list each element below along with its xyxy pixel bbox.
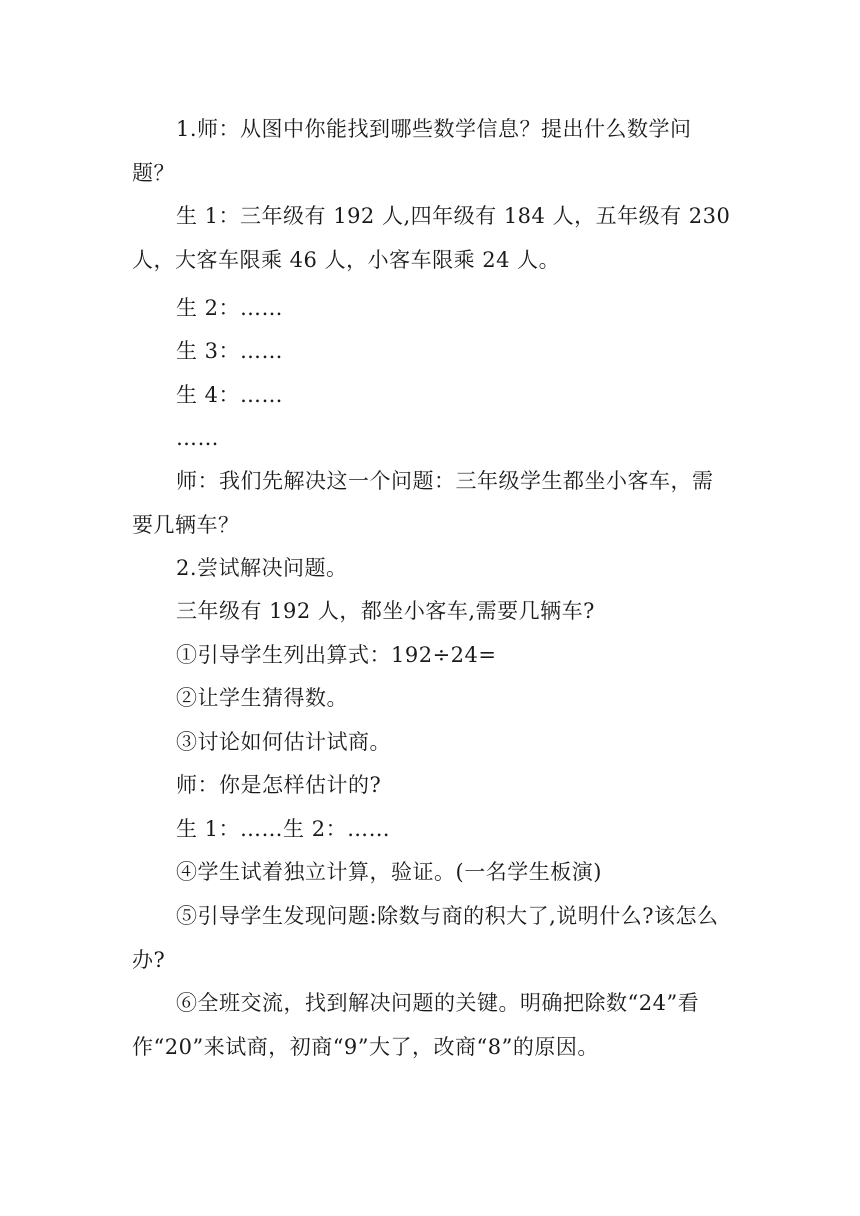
paragraph-student1-answer: 生 1：三年级有 192 人,四年级有 184 人，五年级有 230 人，大客车限乘 46 人，小客车限乘 24 人。 xyxy=(132,204,731,272)
paragraph-section-2-heading: 2.尝试解决问题。 xyxy=(176,556,348,580)
paragraph-step-5: ⑤引导学生发现问题:除数与商的积大了,说明什么?该怎么办? xyxy=(132,904,719,972)
paragraph-ellipsis: …… xyxy=(176,426,219,450)
paragraph-teacher-estimate: 师：你是怎样估计的? xyxy=(176,773,382,797)
paragraph-step-6: ⑥全班交流，找到解决问题的关键。明确把除数“24”看作“20”来试商，初商“9”大了，改商“8”的原因。 xyxy=(132,991,700,1059)
paragraph-problem-statement: 三年级有 192 人，都坐小客车,需要几辆车? xyxy=(176,599,595,623)
paragraph-student2: 生 2：…… xyxy=(176,296,284,320)
paragraph-student4: 生 4：…… xyxy=(176,383,284,407)
paragraph-step-3: ③讨论如何估计试商。 xyxy=(176,730,391,754)
paragraph-teacher-solve: 师：我们先解决这一个问题：三年级学生都坐小客车，需要几辆车？ xyxy=(132,469,714,537)
paragraph-student3: 生 3：…… xyxy=(176,339,284,363)
paragraph-student-responses: 生 1：……生 2：…… xyxy=(176,817,391,841)
paragraph-step-2: ②让学生猜得数。 xyxy=(176,686,348,710)
paragraph-teacher-question: 1.师：从图中你能找到哪些数学信息？提出什么数学问题？ xyxy=(132,117,692,185)
paragraph-step-4: ④学生试着独立计算，验证。(一名学生板演) xyxy=(176,860,602,884)
paragraph-step-1: ①引导学生列出算式：192÷24= xyxy=(176,643,497,667)
